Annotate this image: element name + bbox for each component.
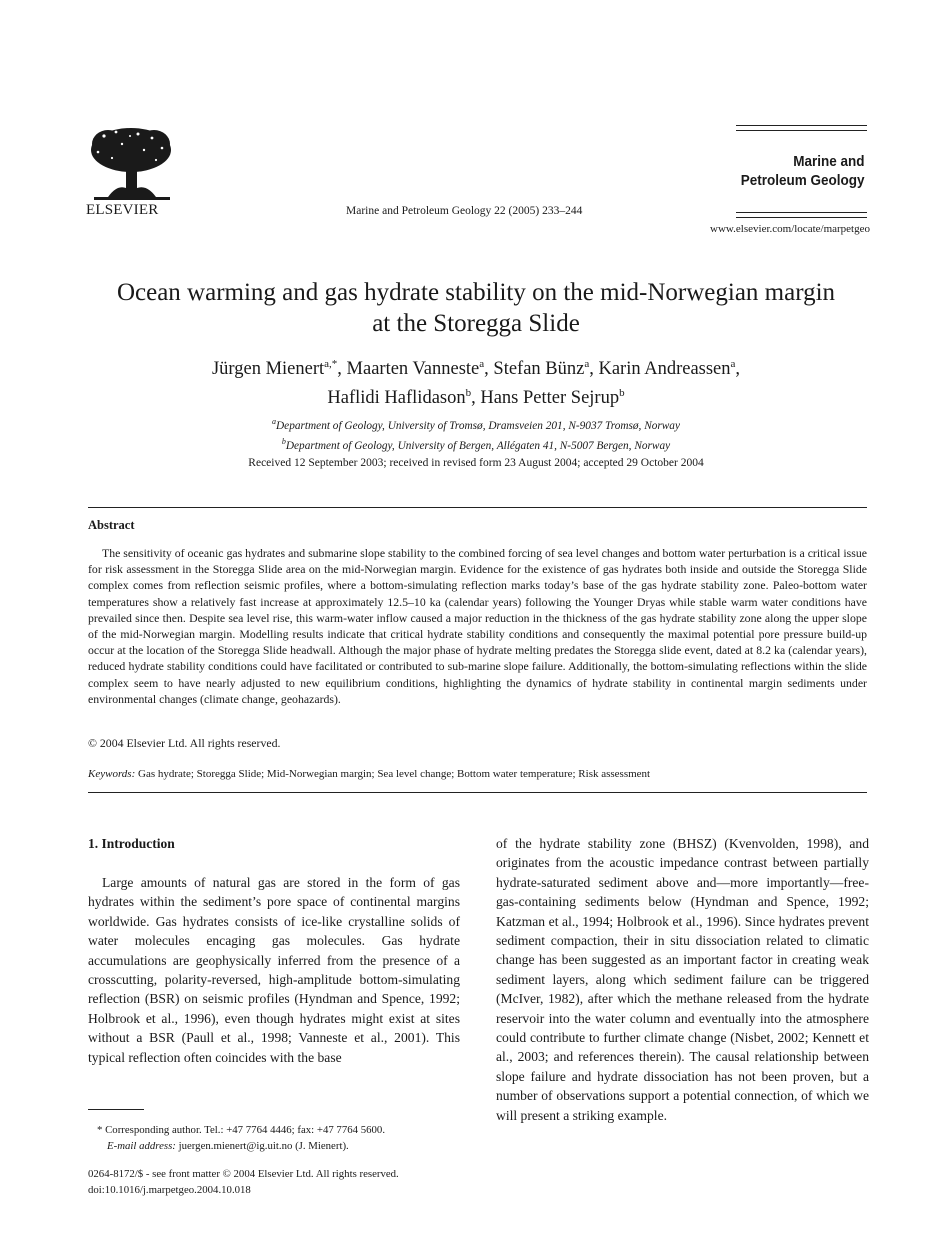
journal-name-line1: Marine and: [793, 153, 865, 170]
front-matter-note: 0264-8172/$ - see front matter © 2004 Elsevier Ltd. All rights reserved.: [88, 1168, 399, 1180]
journal-name: [741, 152, 865, 190]
keywords: [88, 768, 650, 780]
journal-rule-bottom-2: [736, 217, 867, 218]
journal-rule-top: [736, 125, 867, 126]
received-dates: Received 12 September 2003; received in revised form 23 August 2004; accepted 29 October 2004: [248, 457, 704, 469]
author-sep: ,: [735, 359, 741, 380]
journal-citation: Marine and Petroleum Geology 22 (2005) 233–244: [346, 205, 583, 217]
affiliation-text: Department of Geology, University of Bergen, Allégaten 41, N-5007 Bergen, Norway: [285, 439, 671, 452]
body-column-right: of the hydrate stability zone (BHSZ) (Kvenvolden, 1998), and originates from the acoustic impedance contrast between partially hydrate-saturated sediment above and—more importantly—free-gas-containing sediments below (Hyndman and Spence, 1992; Katzman et al., 1994; Holbrook et al., 1996). Since hydrates prevent sediment compaction, their in situ dissociation related to climatic change has been suggested as an important factor in creating weak sediment layers, along which sediment failure can be triggered (McIver, 1982), after which the methane released from the hydrate reservoir into the water column and eventually into the atmosphere could contribute to further climate change (Nisbet, 2002; Kennett et al., 2003; and references therein). The causal relationship between slope failure and hydrate dissociation has not been proven, but a number of observations support a potential connection, of which we will present a striking example.: [496, 836, 869, 1123]
author-affil-mark: a: [584, 358, 590, 370]
author-name: Stefan Bünz: [493, 359, 585, 380]
journal-rule-bottom: [736, 212, 867, 213]
email-label: E-mail address:: [107, 1140, 176, 1152]
abstract-copyright: © 2004 Elsevier Ltd. All rights reserved.: [88, 736, 281, 750]
author-affil-mark: b: [465, 387, 472, 400]
keywords-text: Gas hydrate; Storegga Slide; Mid-Norwegian margin; Sea level change; Bottom water temperature; Risk assessment: [138, 768, 651, 780]
doi-link[interactable]: doi:10.1016/j.marpetgeo.2004.10.018: [88, 1184, 251, 1196]
author-name: Jürgen Mienert: [211, 359, 325, 380]
elsevier-tree-logo: [86, 122, 176, 202]
author-sep: ,: [589, 359, 599, 380]
abstract-rule-top: [88, 507, 867, 508]
publisher-name: ELSEVIER: [86, 202, 159, 218]
author-affil-mark: b: [619, 387, 625, 400]
author-line-2: [80, 381, 872, 410]
author-name: Hans Petter Sejrup: [480, 388, 620, 409]
affiliation-a: [80, 414, 872, 434]
author-sep: ,: [337, 359, 347, 380]
author-affil-mark: a: [730, 358, 736, 370]
journal-url-link[interactable]: www.elsevier.com/locate/marpetgeo: [710, 223, 870, 235]
article-title: [80, 277, 872, 339]
author-sep: ,: [484, 359, 494, 380]
author-name: Maarten Vanneste: [346, 359, 480, 380]
email-address-link[interactable]: juergen.mienert@ig.uit.no (J. Mienert).: [178, 1140, 349, 1152]
abstract-heading: Abstract: [88, 518, 135, 532]
author-name: Karin Andreassen: [598, 359, 731, 380]
journal-name-line2: Petroleum Geology: [741, 172, 865, 189]
email-note: [107, 1140, 349, 1152]
author-sep: ,: [471, 388, 481, 409]
affiliation-text: Department of Geology, University of Tromsø, Dramsveien 201, N-9037 Tromsø, Norway: [276, 419, 680, 432]
author-line-1: [80, 352, 872, 381]
title-line-2: at the Storegga Slide: [372, 310, 580, 337]
author-affil-mark: a,*: [324, 358, 338, 370]
footnote-rule: [88, 1109, 144, 1110]
journal-rule-top-2: [736, 130, 867, 131]
corresponding-author-note: * Corresponding author. Tel.: +47 7764 4446; fax: +47 7764 5600.: [97, 1124, 386, 1136]
affiliation-mark: b: [281, 436, 286, 446]
affiliation-mark: a: [272, 417, 277, 426]
affiliation-b: [80, 434, 872, 454]
body-column-left: Large amounts of natural gas are stored in the form of gas hydrates within the sediment’s pore space of continental margins worldwide. Gas hydrates consists of ice-like crystalline solids of water molecules encaging gas molecules. Gas hydrate accumulations are geophysically inferred from the presence of a crosscutting, polarity-reversed, high-amplitude bottom-simulating reflection (BSR) on seismic profiles (Hyndman and Spence, 1992; Holbrook et al., 1996), even though hydrates might exist at sites without a BSR (Paull et al., 1998; Vanneste et al., 2001). This typical reflection often coincides with the base: [88, 875, 460, 1065]
section-heading: 1. Introduction: [88, 836, 175, 851]
abstract-body: The sensitivity of oceanic gas hydrates and submarine slope stability to the combined forcing of sea level changes and bottom water perturbation is a critical issue for risk assessment in the Storegga Slide area on the mid-Norwegian margin. Evidence for the existence of gas hydrates both inside and outside the Storegga Slide complex comes from reflection seismic profiles, where a bottom-simulating reflection marks today’s base of the gas hydrate stability zone. Paleo-bottom water temperatures show a relatively fast increase at approximately 12.5–10 ka (calendar years) following the Younger Dryas while stable warm water conditions have prevailed since then. Despite sea level rise, this warm-water inflow caused a major reduction in the thickness of the gas hydrate stability zone along the upper slope of the mid-Norwegian margin. Modelling results indicate that critical hydrate stability conditions and consequently the maximal potential pore pressure build-up occur at the location of the Storegga Slide headwall. Although the major phase of hydrate melting predates the Storegga slide event, dated at 8.2 ka (calendar years), reduced hydrate stability conditions could have facilitated or contributed to sub-marine slope failure. Additionally, the bottom-simulating reflections within the slide complex seem to have nearly adjusted to new equilibrium conditions, highlighting the dynamics of hydrate stability in continental margin sediments under environmental changes (climate change, geohazards).: [88, 546, 867, 706]
keywords-label: Keywords:: [88, 768, 136, 780]
title-line-1: Ocean warming and gas hydrate stability on the mid-Norwegian margin: [116, 279, 836, 306]
author-affil-mark: a: [479, 358, 485, 370]
author-name: Haflidi Haflidason: [327, 388, 466, 409]
abstract-rule-bottom: [88, 792, 867, 793]
affiliations: [80, 414, 872, 454]
author-list: [80, 352, 872, 410]
